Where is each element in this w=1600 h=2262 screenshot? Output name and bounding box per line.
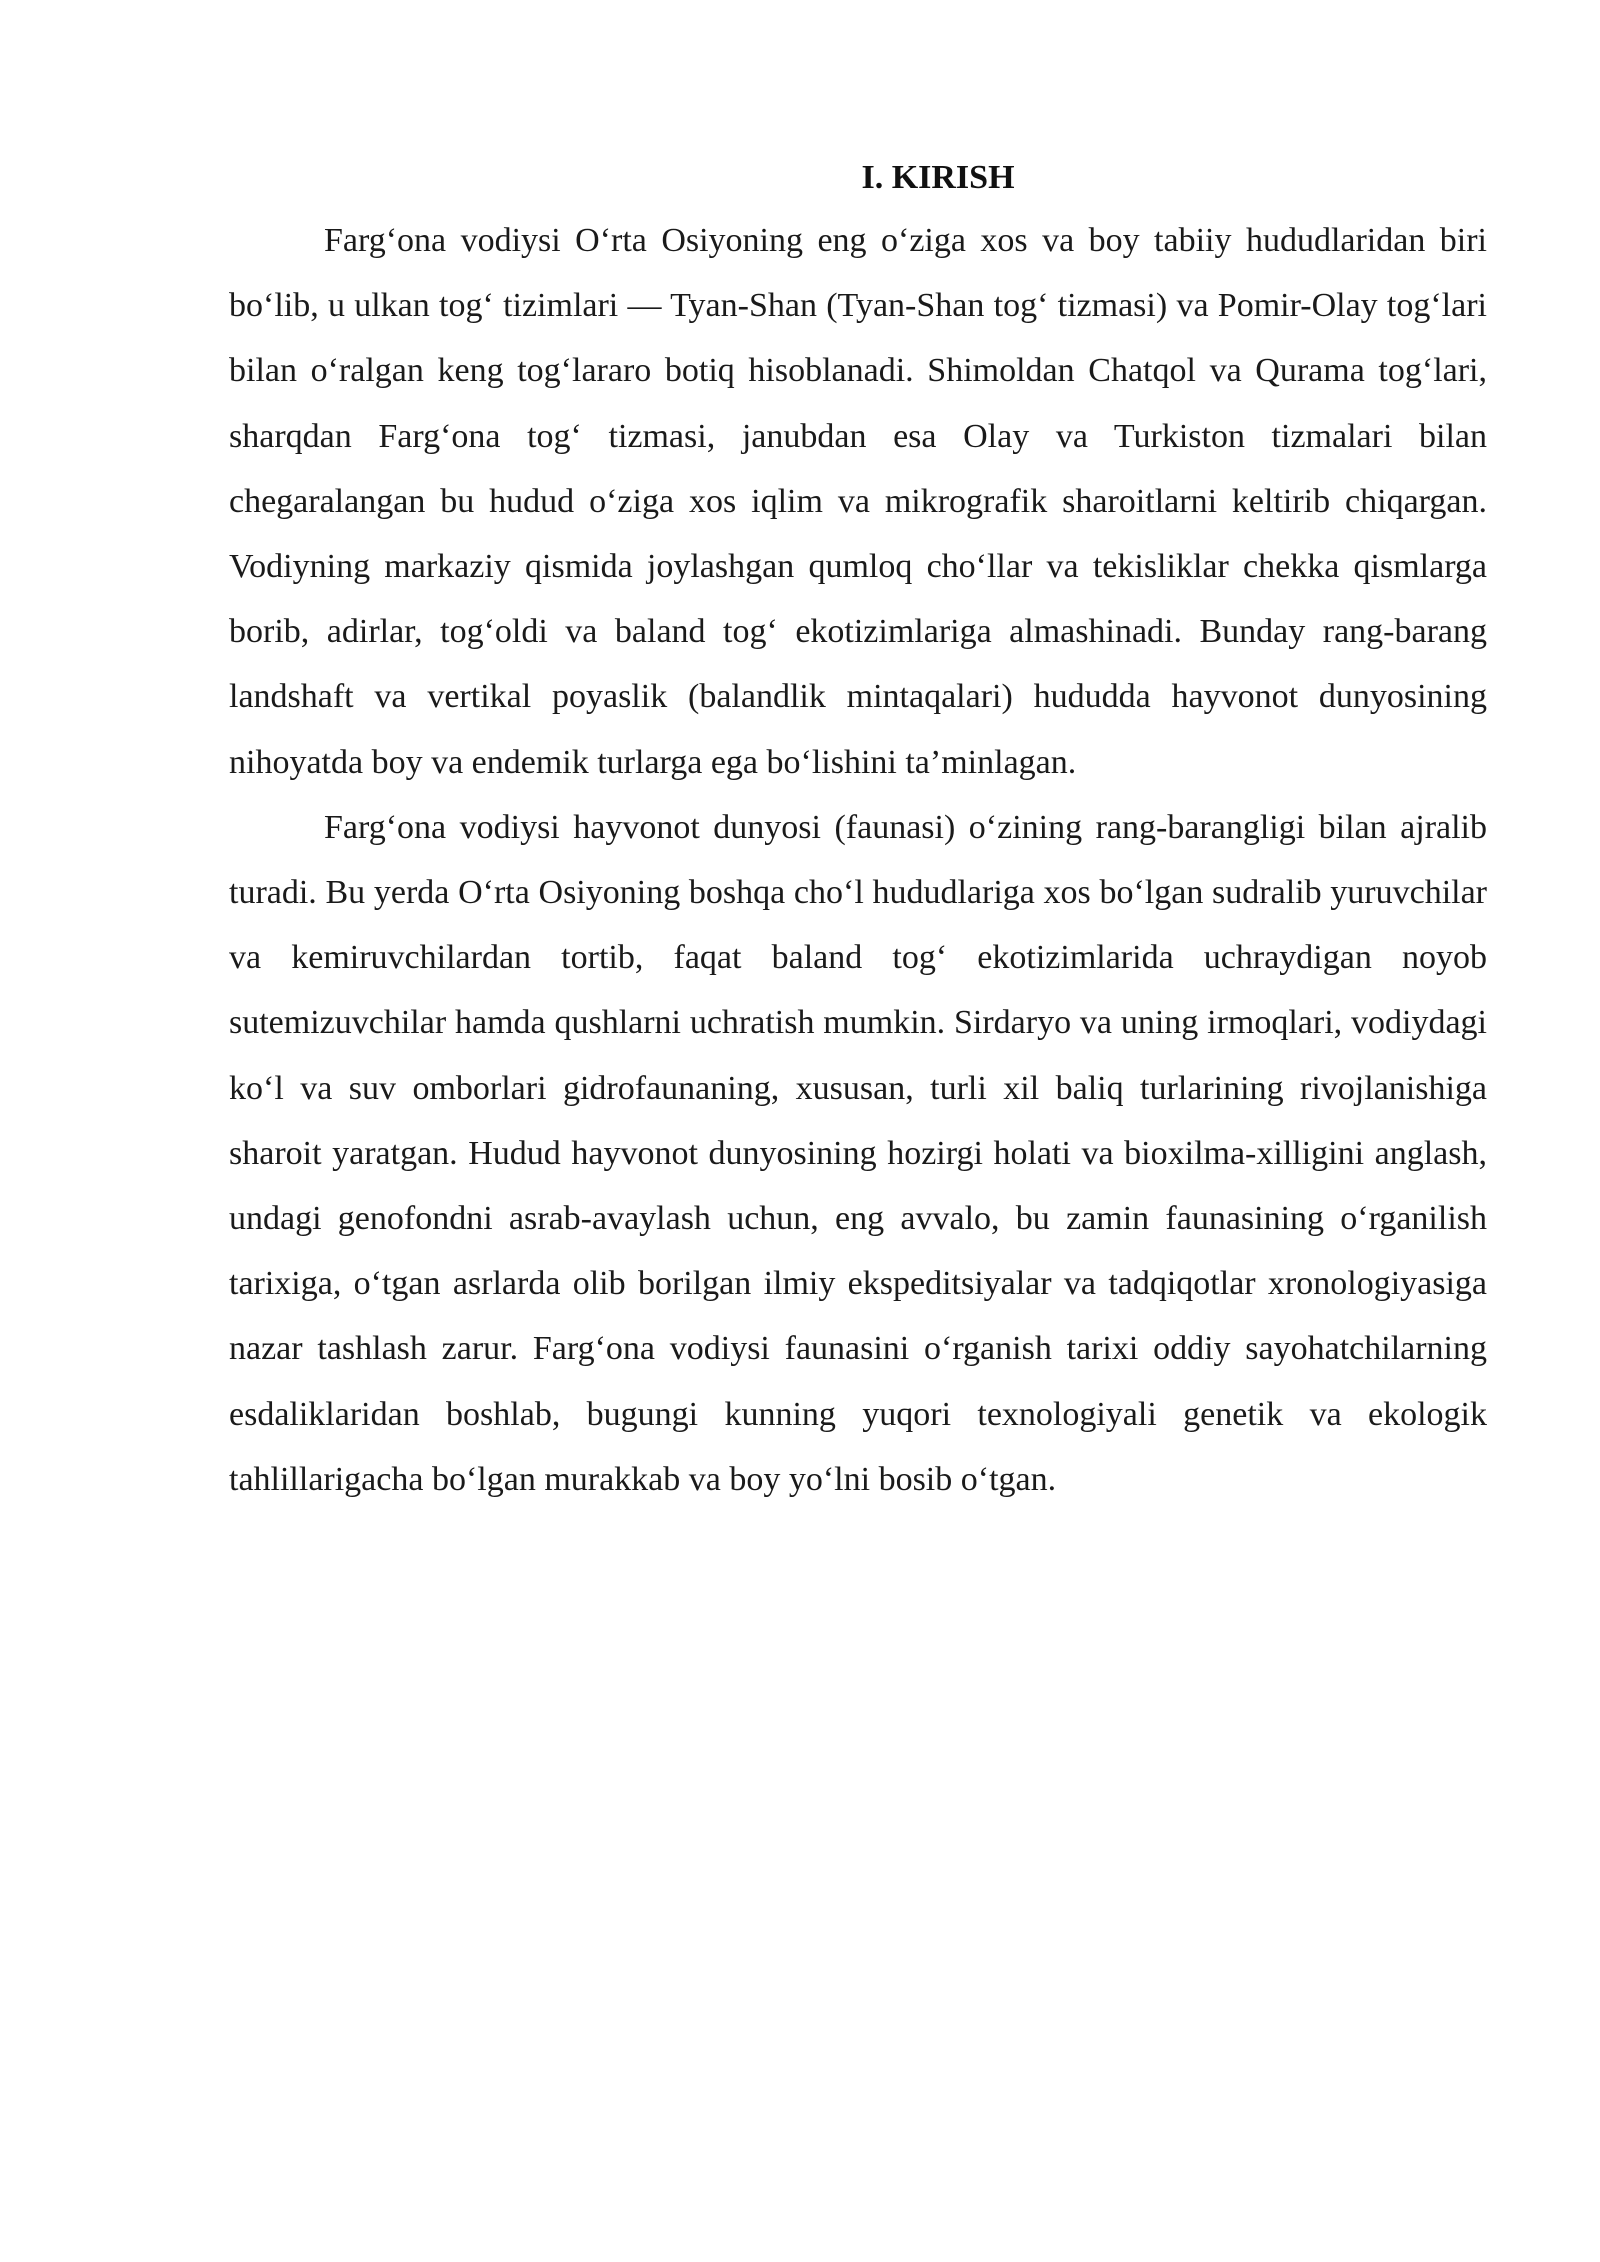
paragraph-1: Farg‘ona vodiysi O‘rta Osiyoning eng o‘ziga xos va boy tabiiy hududlaridan biri bo‘lib, u ulkan tog‘ tizimlari — Tyan-Shan (Tyan-Shan tog‘ tizmasi) va Pomir-Olay tog‘lari bilan o‘ralgan keng tog‘lararo botiq hisoblanadi. Shimoldan Chatqol va Qurama tog‘lari, sharqdan Farg‘ona tog‘ tizmasi, janubdan esa Olay va Turkiston tizmalari bilan chegaralangan bu hudud o‘ziga xos iqlim va mikrografik sharoitlarni keltirib chiqargan. Vodiyning markaziy qismida joylashgan qumloq cho‘llar va tekisliklar chekka qismlarga borib, adirlar, tog‘oldi va baland tog‘ ekotizimlariga almashinadi. Bunday rang-barang landshaft va vertikal poyaslik (balandlik mintaqalari) hududda hayvonot dunyosining nihoyatda boy va endemik turlarga ega bo‘lishini ta’minlagan. [229, 222, 1487, 781]
document-body [229, 148, 1487, 1512]
section-heading: I. KIRISH [861, 159, 1015, 196]
paragraph-2: Farg‘ona vodiysi hayvonot dunyosi (faunasi) o‘zining rang-barangligi bilan ajralib turadi. Bu yerda O‘rta Osiyoning boshqa cho‘l hududlariga xos bo‘lgan sudralib yuruvchilar va kemiruvchilardan tortib, faqat baland tog‘ ekotizimlarida uchraydigan noyob sutemizuvchilar hamda qushlarni uchratish mumkin. Sirdaryo va uning irmoqlari, vodiydagi ko‘l va suv omborlari gidrofaunaning, xususan, turli xil baliq turlarining rivojlanishiga sharoit yaratgan. Hudud hayvonot dunyosining hozirgi holati va bioxilma-xilligini anglash, undagi genofondni asrab-avaylash uchun, eng avvalo, bu zamin faunasining o‘rganilish tarixiga, o‘tgan asrlarda olib borilgan ilmiy ekspeditsiyalar va tadqiqotlar xronologiyasiga nazar tashlash zarur. Farg‘ona vodiysi faunasini o‘rganish tarixi oddiy sayohatchilarning esdaliklaridan boshlab, bugungi kunning yuqori texnologiyali genetik va ekologik tahlillarigacha bo‘lgan murakkab va boy yo‘lni bosib o‘tgan. [229, 808, 1487, 1498]
